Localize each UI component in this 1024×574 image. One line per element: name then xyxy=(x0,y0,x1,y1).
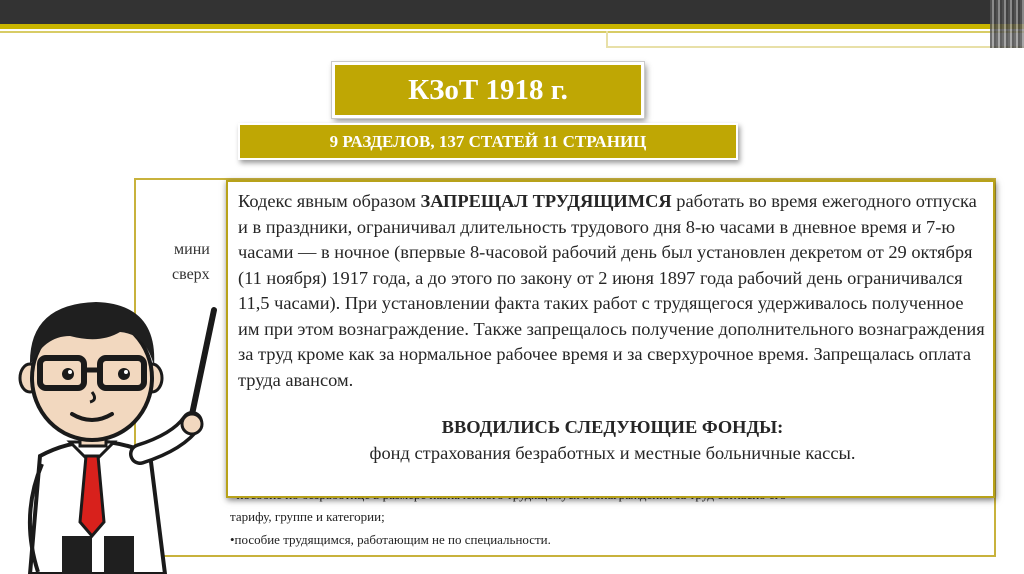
top-accent-stripe xyxy=(0,24,1024,29)
slide-title-text: КЗоТ 1918 г. xyxy=(408,73,568,106)
slide-subtitle xyxy=(238,123,738,160)
background-list-item-2: •пособие трудящимся, работающим не по специальности. xyxy=(230,532,551,547)
hand xyxy=(182,414,202,434)
pointer-stick xyxy=(190,310,214,424)
fonds-text: фонд страхования безработных и местные больничные кассы. xyxy=(369,442,856,463)
main-paragraph-body: работать во время ежегодного отпуска и в праздники, ограничивал длительность трудового дня 8-ю часами в дневное время и 7-ю часами — в ночное (впервые 8-часовой рабочий день был установлен декретом от 29 октября (11 ноября) 1917 года, а до этого по закону от 2 июня 1897 года рабочий день ограничивался 11,5 часами). При установлении факта таких работ с трудящегося удерживалось полученное им при этом вознаграждение. Также запрещалось получение дополнительного вознаграждения за труд кроме как за нормальное рабочее время и за сверхурочное время. Запрещалась оплата труда авансом. xyxy=(238,191,985,390)
teacher-illustration xyxy=(0,296,240,574)
main-paragraph-lead: Кодекс явным образом xyxy=(238,191,421,211)
right-leg xyxy=(104,536,134,574)
background-fragment-2: сверх xyxy=(172,266,210,283)
main-paragraph xyxy=(238,189,987,393)
top-bar xyxy=(0,0,1024,24)
slide-title xyxy=(332,62,644,118)
left-leg xyxy=(62,536,92,574)
main-text-box xyxy=(226,180,995,498)
slide-subtitle-text: 9 РАЗДЕЛОВ, 137 СТАТЕЙ 11 СТРАНИЦ xyxy=(329,131,647,151)
background-list-item-1: тарифу, группе и категории; xyxy=(230,509,385,524)
background-fragment-1: мини xyxy=(174,241,210,258)
main-paragraph-emphasis: ЗАПРЕЩАЛ ТРУДЯЩИМСЯ xyxy=(420,191,672,211)
red-tie xyxy=(80,456,104,536)
header-decoration-frame xyxy=(606,31,1024,48)
fonds-heading: ВВОДИЛИСЬ СЛЕДУЮЩИЕ ФОНДЫ: xyxy=(441,417,784,437)
header-decoration-bars xyxy=(990,0,1024,48)
